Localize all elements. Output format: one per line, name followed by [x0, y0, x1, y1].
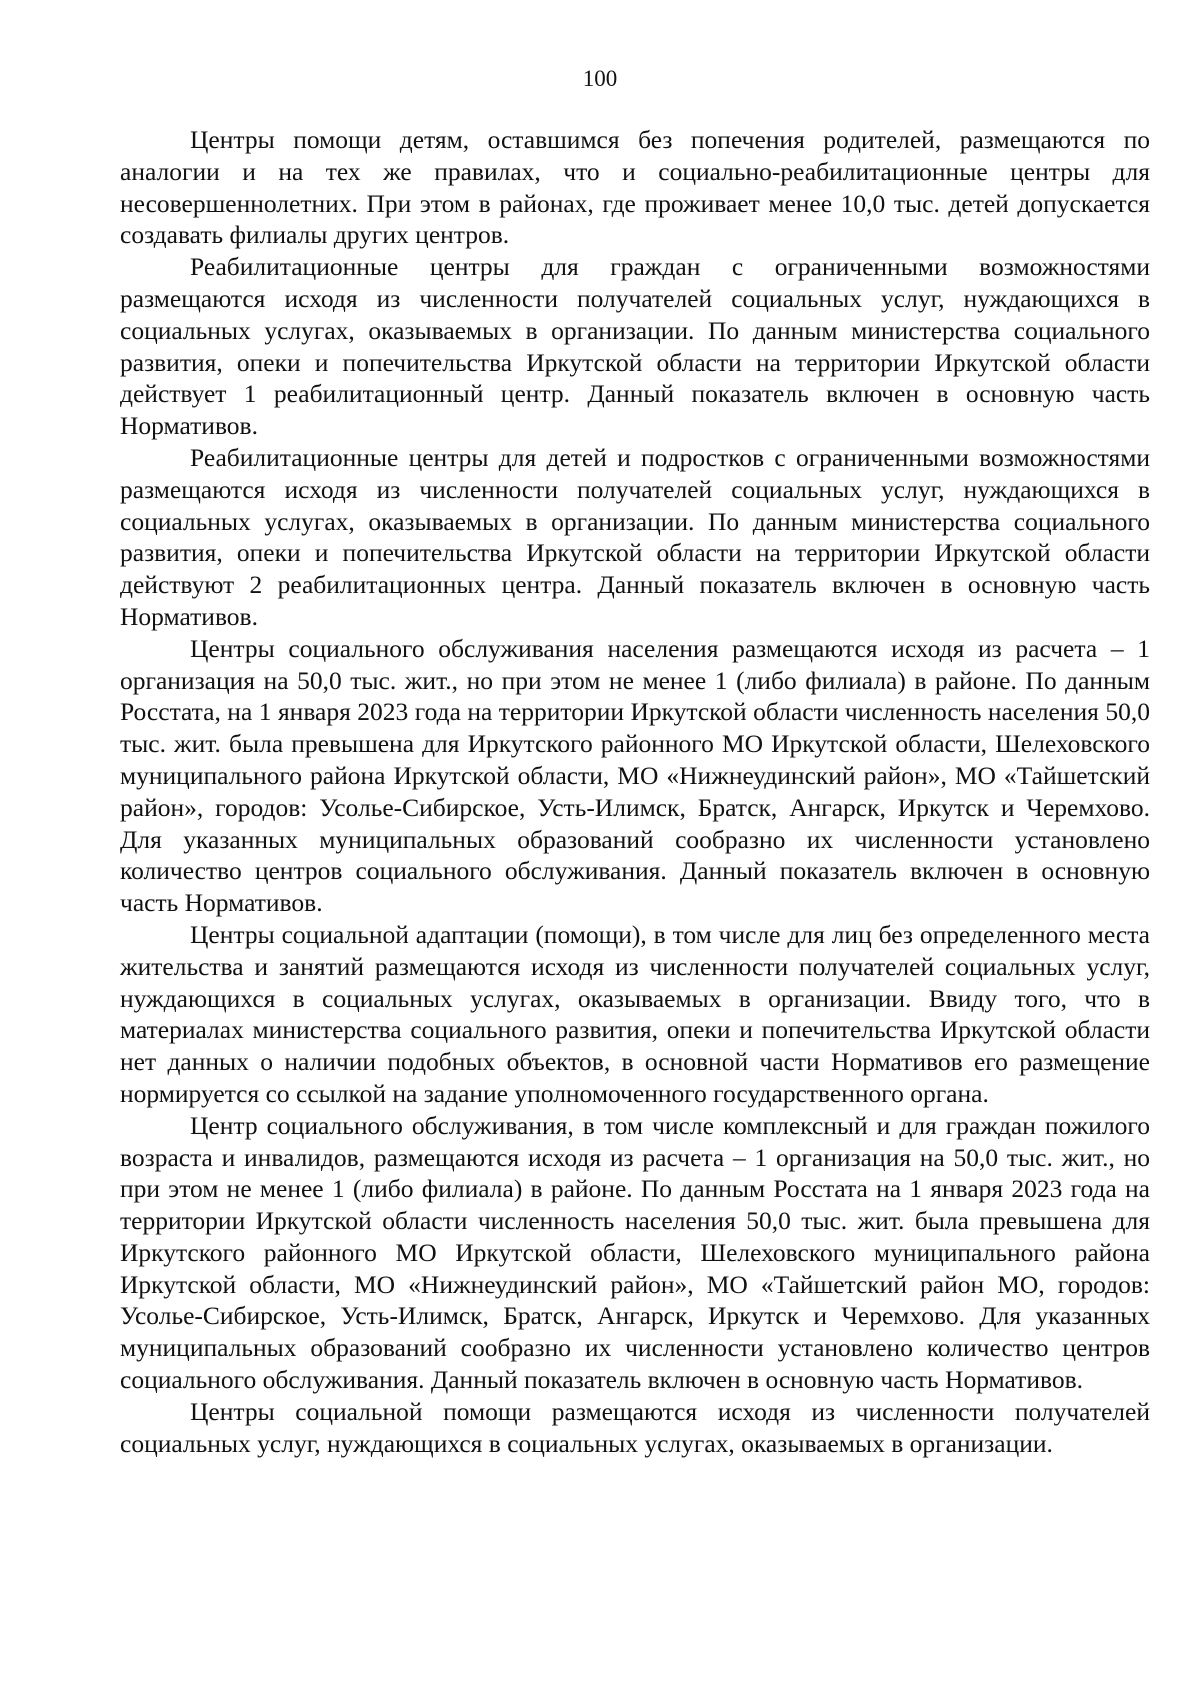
- document-body: [120, 124, 1150, 1459]
- paragraph-social-service-centers: Центры социального обслуживания населения размещаются исходя из расчета – 1 организация на 50,0 тыс. жит., но при этом не менее 1 (либо филиала) в районе. По данным Росстата, на 1 января 2023 года на территории Иркутской области численность населения 50,0 тыс. жит. была превышена для Иркутского районного МО Иркутской области, Шелеховского муниципального района Иркутской области, МО «Нижнеудинский район», МО «Тайшетский район», городов: Усолье-Сибирское, Усть-Илимск, Братск, Ангарск, Иркутск и Черемхово. Для указанных муниципальных образований сообразно их численности установлено количество центров социального обслуживания. Данный показатель включен в основную часть Нормативов.: [120, 633, 1150, 918]
- paragraph-complex-service-center: Центр социального обслуживания, в том числе комплексный и для граждан пожилого возраста и инвалидов, размещаются исходя из расчета – 1 организация на 50,0 тыс. жит., но при этом не менее 1 (либо филиала) в районе. По данным Росстата на 1 января 2023 года на территории Иркутской области численность населения 50,0 тыс. жит. была превышена для Иркутского районного МО Иркутской области, Шелеховского муниципального района Иркутской области, МО «Нижнеудинский район», МО «Тайшетский район МО, городов: Усолье-Сибирское, Усть-Илимск, Братск, Ангарск, Иркутск и Черемхово. Для указанных муниципальных образований сообразно их численности установлено количество центров социального обслуживания. Данный показатель включен в основную часть Нормативов.: [120, 1110, 1150, 1395]
- paragraph-social-help-centers: Центры социальной помощи размещаются исходя из численности получателей социальных услуг, нуждающихся в социальных услугах, оказываемых в организации.: [120, 1396, 1150, 1458]
- page-number: 100: [582, 66, 618, 91]
- paragraph-rehab-centers-adults: Реабилитационные центры для граждан с ограниченными возможностями размещаются исходя из численности получателей социальных услуг, нуждающихся в социальных услугах, оказываемых в организации. По данным министерства социального развития, опеки и попечительства Иркутской области на территории Иркутской области действует 1 реабилитационный центр. Данный показатель включен в основную часть Нормативов.: [120, 252, 1150, 441]
- paragraph-rehab-centers-children: Реабилитационные центры для детей и подростков с ограниченными возможностями размещаются исходя из численности получателей социальных услуг, нуждающихся в социальных услугах, оказываемых в организации. По данным министерства социального развития, опеки и попечительства Иркутской области на территории Иркутской области действуют 2 реабилитационных центра. Данный показатель включен в основную часть Нормативов.: [120, 442, 1150, 631]
- paragraph-child-help-centers: Центры помощи детям, оставшимся без попечения родителей, размещаются по аналогии и на тех же правилах, что и социально-реабилитационные центры для несовершеннолетних. При этом в районах, где проживает менее 10,0 тыс. детей допускается создавать филиалы других центров.: [120, 125, 1150, 250]
- paragraph-social-adaptation-centers: Центры социальной адаптации (помощи), в том числе для лиц без определенного места жительства и занятий размещаются исходя из численности получателей социальных услуг, нуждающихся в социальных услугах, оказываемых в организации. Ввиду того, что в материалах министерства социального развития, опеки и попечительства Иркутской области нет данных о наличии подобных объектов, в основной части Нормативов его размещение нормируется со ссылкой на задание уполномоченного государственного органа.: [120, 919, 1150, 1108]
